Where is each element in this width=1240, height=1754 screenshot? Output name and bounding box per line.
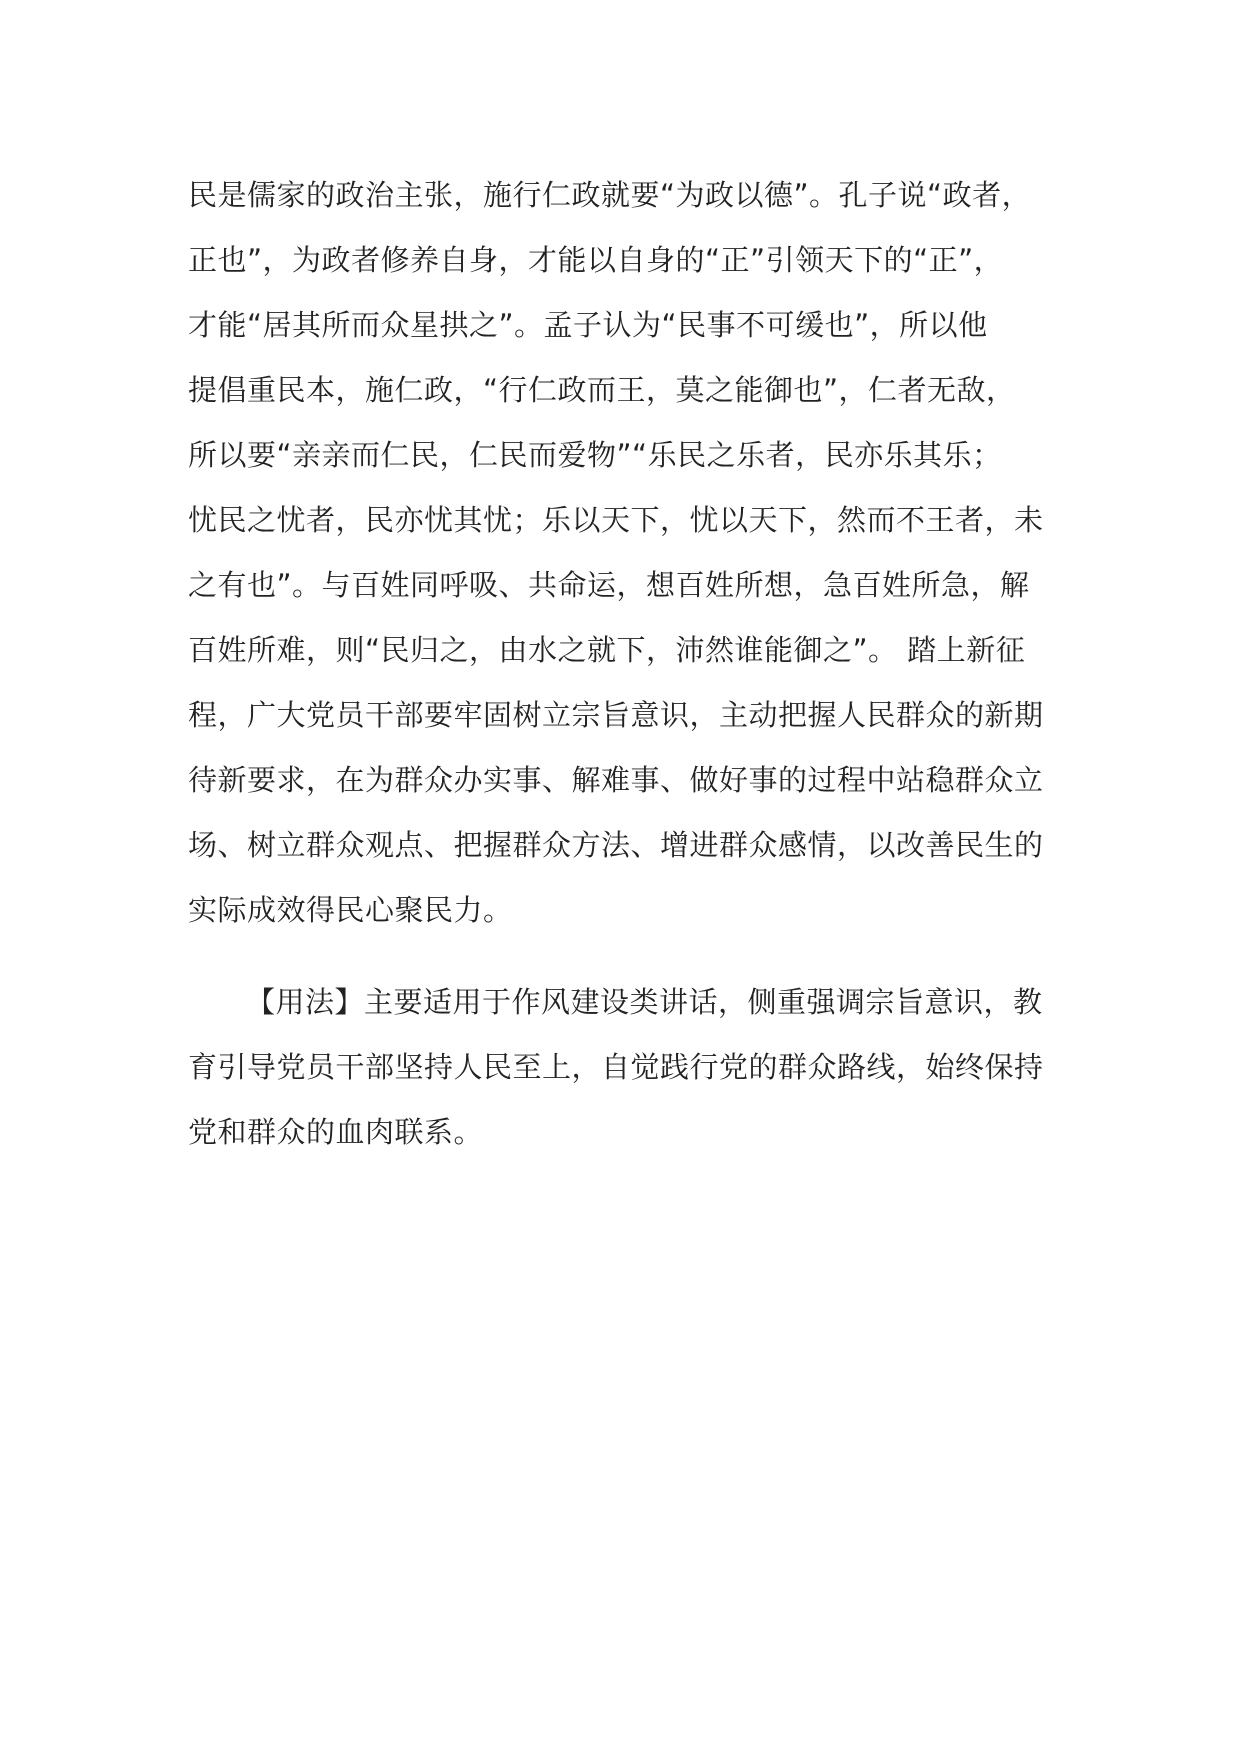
paragraph-line: 场、树立群众观点、把握群众方法、增进群众感情，以改善民生的: [188, 828, 1044, 862]
paragraph-line: 待新要求，在为群众办实事、解难事、做好事的过程中站稳群众立: [188, 763, 1044, 797]
paragraph-line: 程，广大党员干部要牢固树立宗旨意识，主动把握人民群众的新期: [188, 698, 1044, 732]
paragraph-line: 民是儒家的政治主张，施行仁政就要“为政以德”。孔子说“政者，: [188, 178, 1032, 212]
usage-line: 育引导党员干部坚持人民至上，自觉践行党的群众路线，始终保持: [188, 1050, 1044, 1084]
paragraph-line: 所以要“亲亲而仁民，仁民而爱物”“乐民之乐者，民亦乐其乐；: [188, 438, 1002, 472]
paragraph-line: 之有也”。与百姓同呼吸、共命运，想百姓所想，急百姓所急，解: [188, 568, 1030, 602]
paragraph-line: 实际成效得民心聚民力。: [188, 893, 513, 927]
usage-paragraph: [188, 970, 1068, 1165]
paragraph-line: 提倡重民本，施仁政，“行仁政而王，莫之能御也”，仁者无敌，: [188, 373, 1016, 407]
paragraph-line: 忧民之忧者，民亦忧其忧；乐以天下，忧以天下，然而不王者，未: [188, 503, 1044, 537]
usage-line: 党和群众的血肉联系。: [188, 1115, 484, 1149]
body-paragraph: [188, 163, 1068, 943]
usage-line: 【用法】主要适用于作风建设类讲话，侧重强调宗旨意识，教: [246, 985, 1043, 1019]
paragraph-line: 正也”，为政者修养自身，才能以自身的“正”引领天下的“正”，: [188, 243, 1004, 277]
paragraph-line: 才能“居其所而众星拱之”。孟子认为“民事不可缓也”，所以他: [188, 308, 988, 342]
paragraph-line: 百姓所难，则“民归之，由水之就下，沛然谁能御之”。 踏上新征: [188, 633, 1026, 667]
